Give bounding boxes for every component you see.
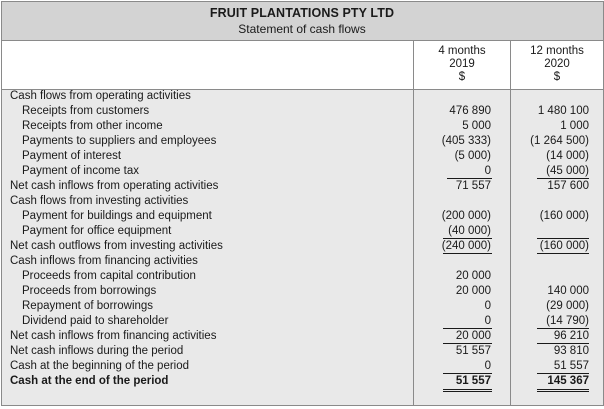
row-label: Net cash inflows from financing activities	[10, 330, 217, 342]
table-row	[0, 134, 604, 149]
opening-cash-row	[0, 359, 604, 374]
column-year: 2019	[449, 58, 475, 70]
value-2019: 51 557	[455, 375, 491, 387]
subtotal-underline	[443, 328, 492, 329]
value-2020: (29 000)	[546, 300, 589, 312]
subtotal-row-financing	[0, 329, 604, 344]
subtotal-underline	[447, 178, 492, 179]
subtotal-underline	[537, 343, 589, 344]
section-heading-investing	[0, 194, 604, 209]
value-2019: (40 000)	[448, 225, 491, 237]
value-2020: 145 367	[547, 375, 589, 387]
value-2019: (5 000)	[454, 150, 491, 162]
closing-cash-row	[0, 374, 604, 389]
value-2020: (45 000)	[546, 165, 589, 177]
subtotal-underline	[443, 343, 492, 344]
subtotal-underline	[537, 238, 589, 239]
row-label: Net cash inflows from operating activities	[10, 180, 219, 192]
statement-title: Statement of cash flows	[238, 22, 366, 36]
value-2020: 140 000	[547, 285, 589, 297]
row-label: Cash flows from investing activities	[10, 195, 189, 207]
value-2020: (160 000)	[539, 240, 589, 252]
subtotal-underline	[443, 238, 492, 239]
column-header-2020	[511, 45, 603, 84]
company-name: FRUIT PLANTATIONS PTY LTD	[209, 6, 395, 20]
row-label: Receipts from other income	[22, 120, 163, 132]
value-2019: 71 557	[455, 180, 491, 192]
bottom-border	[1, 405, 603, 406]
value-2020: 1 480 100	[537, 105, 589, 117]
row-label: Repayment of borrowings	[22, 300, 154, 312]
row-label: Cash at the end of the period	[10, 375, 169, 387]
subtotal-underline	[443, 253, 492, 254]
value-2020: (14 000)	[546, 150, 589, 162]
row-label: Proceeds from capital contribution	[22, 270, 196, 282]
column-period: 4 months	[438, 45, 486, 57]
total-underline	[443, 373, 492, 374]
net-change-row	[0, 344, 604, 359]
row-label: Payment of interest	[22, 150, 122, 162]
table-row	[0, 299, 604, 314]
row-label: Payment for buildings and equipment	[22, 210, 212, 222]
table-row	[0, 314, 604, 329]
value-2020: (14 790)	[546, 315, 589, 327]
row-label: Proceeds from borrowings	[22, 285, 157, 297]
table-row	[0, 284, 604, 299]
total-double-underline	[443, 391, 492, 392]
row-label: Payment of income tax	[22, 165, 139, 177]
value-2020: 157 600	[547, 180, 589, 192]
value-2019: 476 890	[449, 105, 491, 117]
value-2019: 51 557	[455, 345, 491, 357]
value-2020: 51 557	[553, 360, 589, 372]
value-2019: (405 333)	[441, 135, 491, 147]
value-2020: 96 210	[553, 330, 589, 342]
value-2019: (200 000)	[441, 210, 491, 222]
table-row	[0, 149, 604, 164]
row-label: Dividend paid to shareholder	[22, 315, 169, 327]
table-row	[0, 164, 604, 179]
value-2019: 20 000	[455, 285, 491, 297]
value-2019: 0	[484, 360, 491, 372]
value-2020: 1 000	[560, 120, 589, 132]
row-label: Cash inflows from financing activities	[10, 255, 198, 267]
value-2019: 20 000	[455, 330, 491, 342]
row-label: Payment for office equipment	[22, 225, 172, 237]
subtotal-underline	[537, 328, 589, 329]
table-row	[0, 224, 604, 239]
table-row	[0, 269, 604, 284]
section-heading-financing	[0, 254, 604, 269]
subtotal-underline	[537, 253, 589, 254]
value-2019: 20 000	[455, 270, 491, 282]
row-label: Receipts from customers	[22, 105, 150, 117]
subtotal-row-operating	[0, 179, 604, 194]
top-border	[1, 1, 603, 2]
value-2019: 0	[484, 300, 491, 312]
row-label: Cash at the beginning of the period	[10, 360, 190, 372]
header-divider	[1, 40, 603, 41]
column-unit: $	[458, 71, 466, 83]
row-label: Payments to suppliers and employees	[22, 135, 217, 147]
column-unit: $	[553, 71, 561, 83]
value-2019: 0	[484, 315, 491, 327]
total-double-underline	[537, 389, 589, 390]
column-year: 2020	[544, 58, 570, 70]
value-2020: (160 000)	[539, 210, 589, 222]
row-label: Net cash inflows during the period	[10, 345, 184, 357]
column-period: 12 months	[530, 45, 584, 57]
value-2019: (240 000)	[441, 240, 491, 252]
column-header-2019	[414, 45, 510, 84]
value-2019: 5 000	[462, 120, 491, 132]
value-2020: 93 810	[553, 345, 589, 357]
total-underline	[537, 373, 589, 374]
subtotal-underline	[537, 178, 589, 179]
table-row	[0, 209, 604, 224]
table-row	[0, 104, 604, 119]
row-label: Cash flows from operating activities	[10, 90, 191, 102]
subtotal-row-investing	[0, 239, 604, 254]
value-2020: (1 264 500)	[530, 135, 589, 147]
value-2019: 0	[484, 165, 491, 177]
table-row	[0, 119, 604, 134]
row-label: Net cash outflows from investing activities	[10, 240, 223, 252]
total-double-underline	[537, 391, 589, 392]
section-heading-operating	[0, 89, 604, 104]
total-double-underline	[443, 389, 492, 390]
